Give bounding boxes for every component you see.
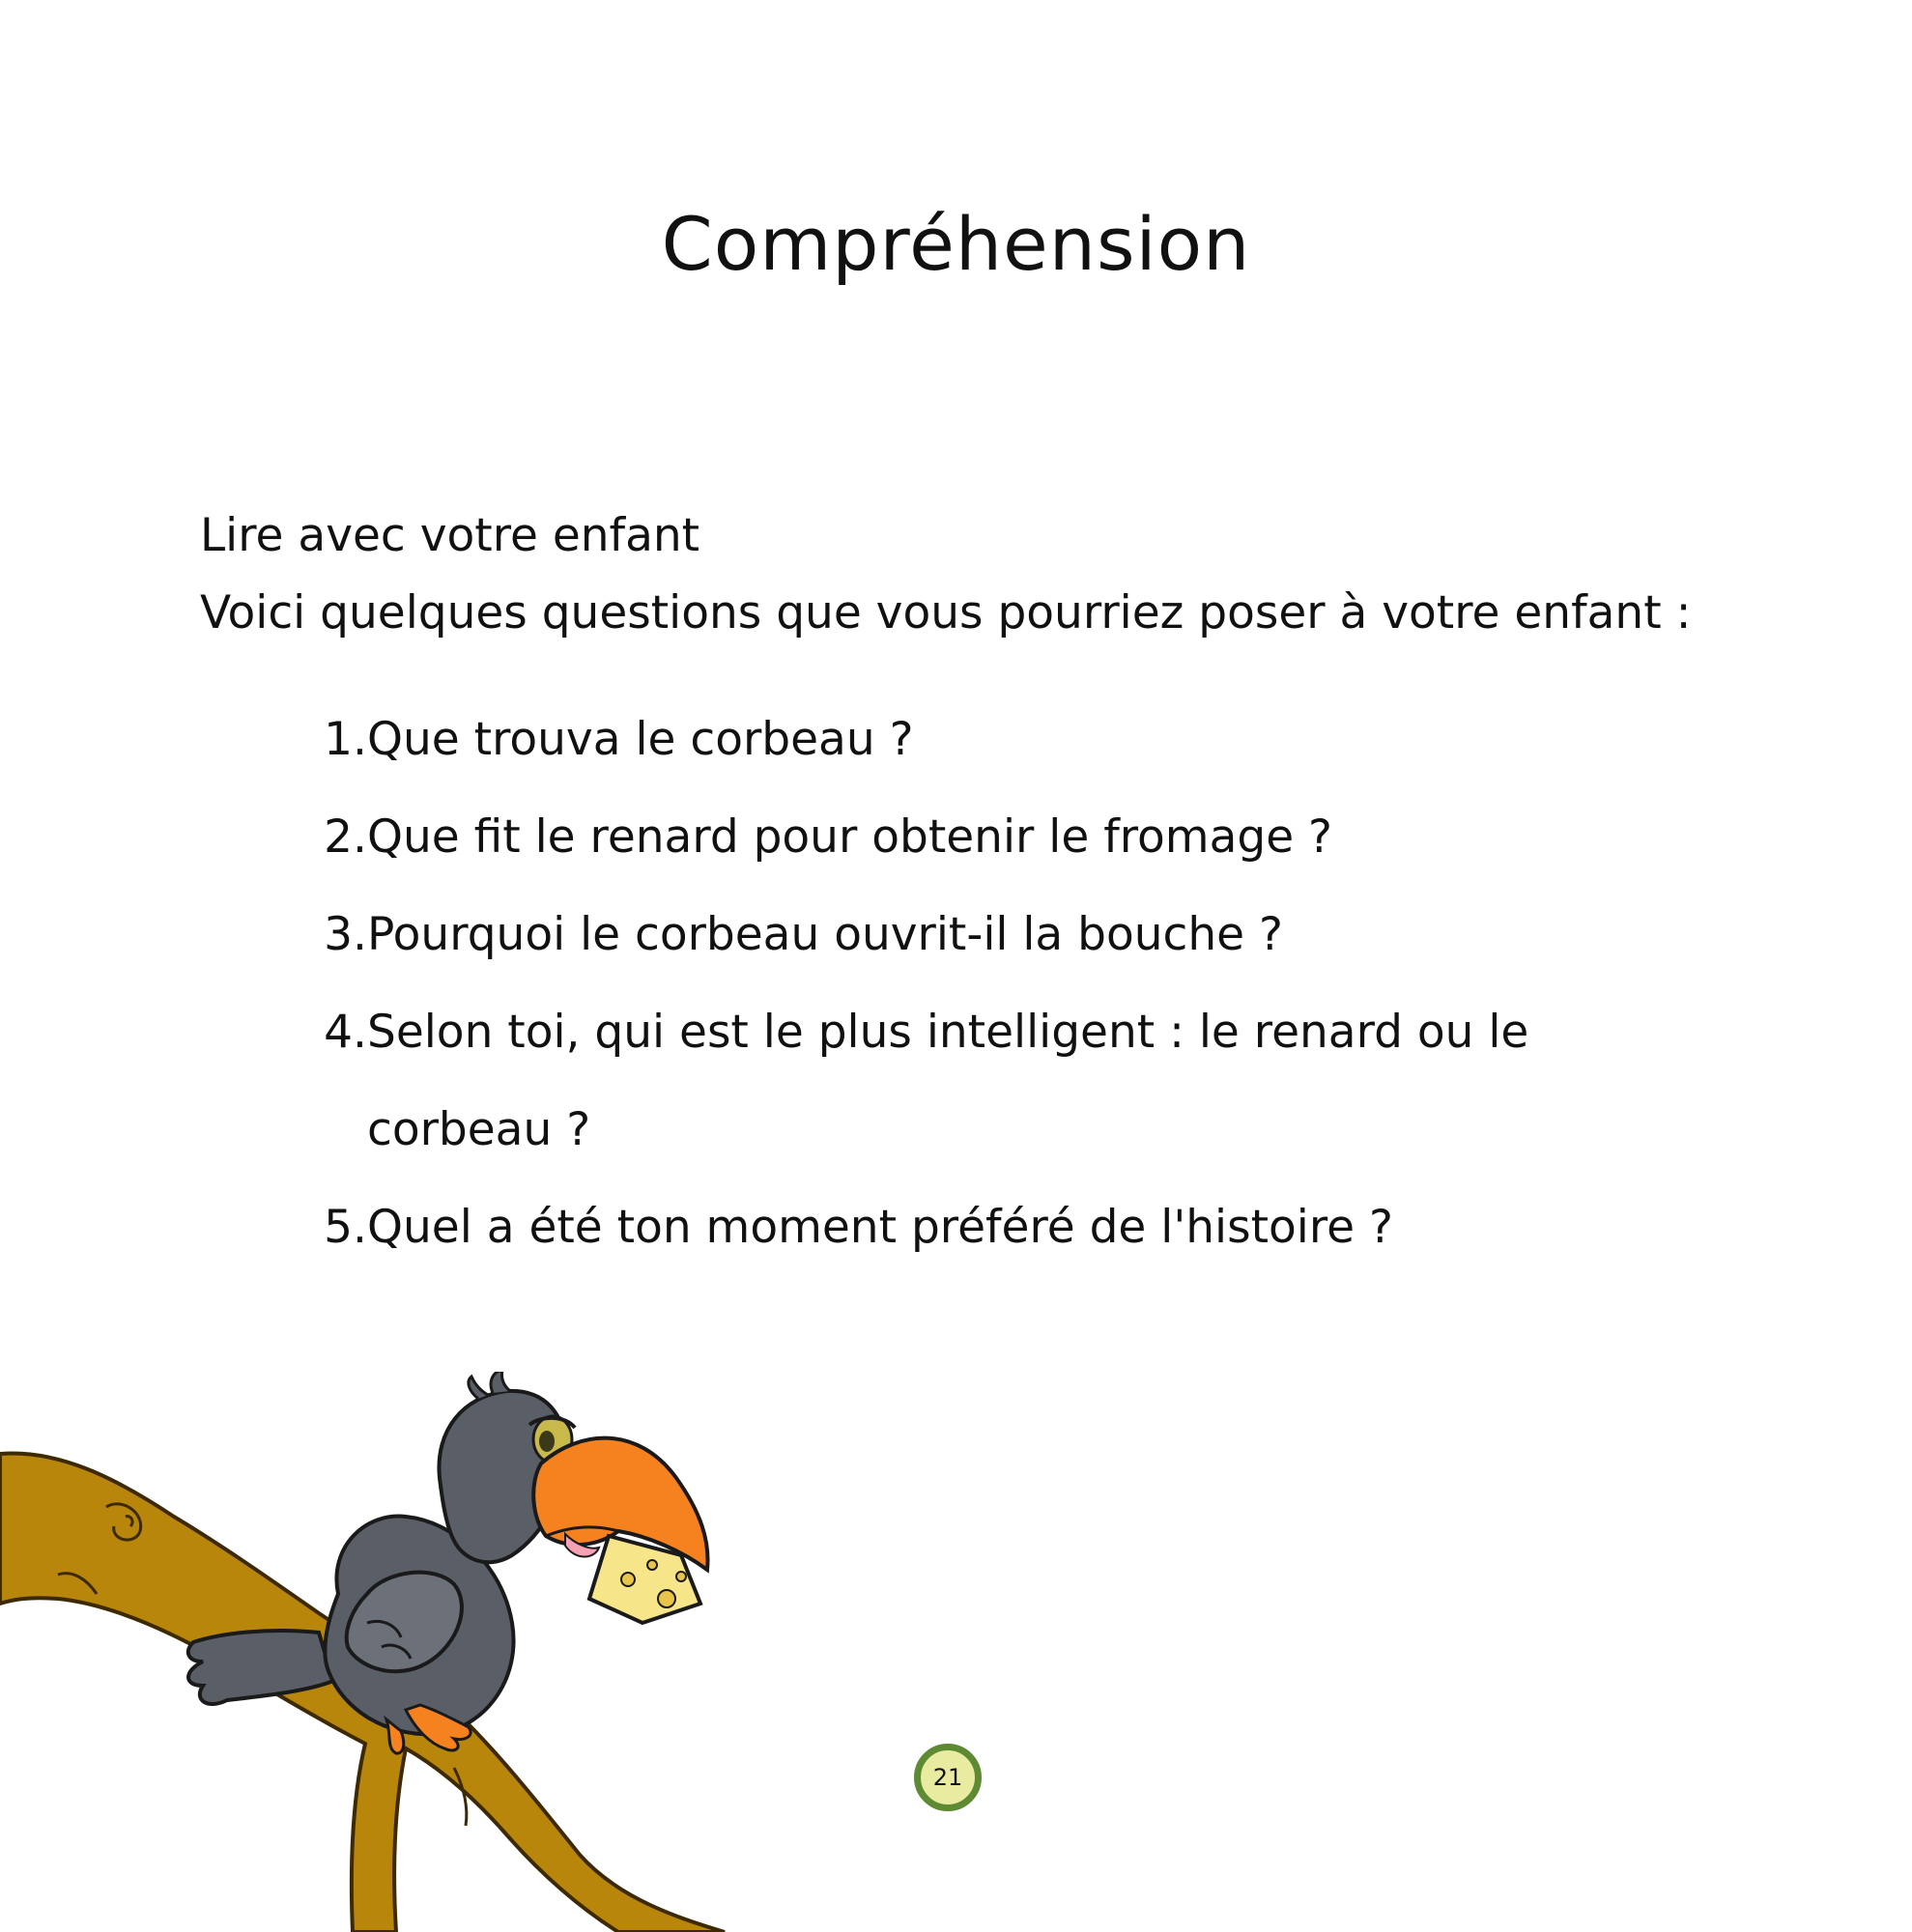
question-text: Que trouva le corbeau ?	[367, 713, 914, 766]
question-number: 2.	[324, 810, 367, 864]
question-number: 1.	[324, 713, 367, 766]
question-text: Pourquoi le corbeau ouvrit-il la bouche ?	[367, 908, 1283, 961]
intro-text	[200, 497, 1691, 652]
question-text: Quel a été ton moment préféré de l'histoire ?	[367, 1201, 1393, 1254]
crow-with-cheese-icon	[0, 1372, 734, 1932]
question-number: 3.	[324, 908, 367, 961]
list-item	[290, 691, 1642, 788]
question-number: 4.	[324, 1006, 367, 1059]
intro-line-2: Voici quelques questions que vous pourriez poser à votre enfant :	[200, 586, 1692, 639]
intro-line-1: Lire avec votre enfant	[200, 509, 700, 562]
list-item	[290, 886, 1642, 983]
page-number-badge: 21	[914, 1744, 982, 1811]
list-item	[290, 983, 1642, 1179]
page-title: Compréhension	[661, 201, 1251, 287]
list-item	[290, 1179, 1642, 1276]
question-text: Que fit le renard pour obtenir le fromage ?	[367, 810, 1333, 864]
list-item	[290, 788, 1642, 886]
question-text: Selon toi, qui est le plus intelligent : le renard ou le corbeau ?	[367, 1006, 1529, 1156]
question-list	[290, 691, 1642, 1276]
question-number: 5.	[324, 1201, 367, 1254]
